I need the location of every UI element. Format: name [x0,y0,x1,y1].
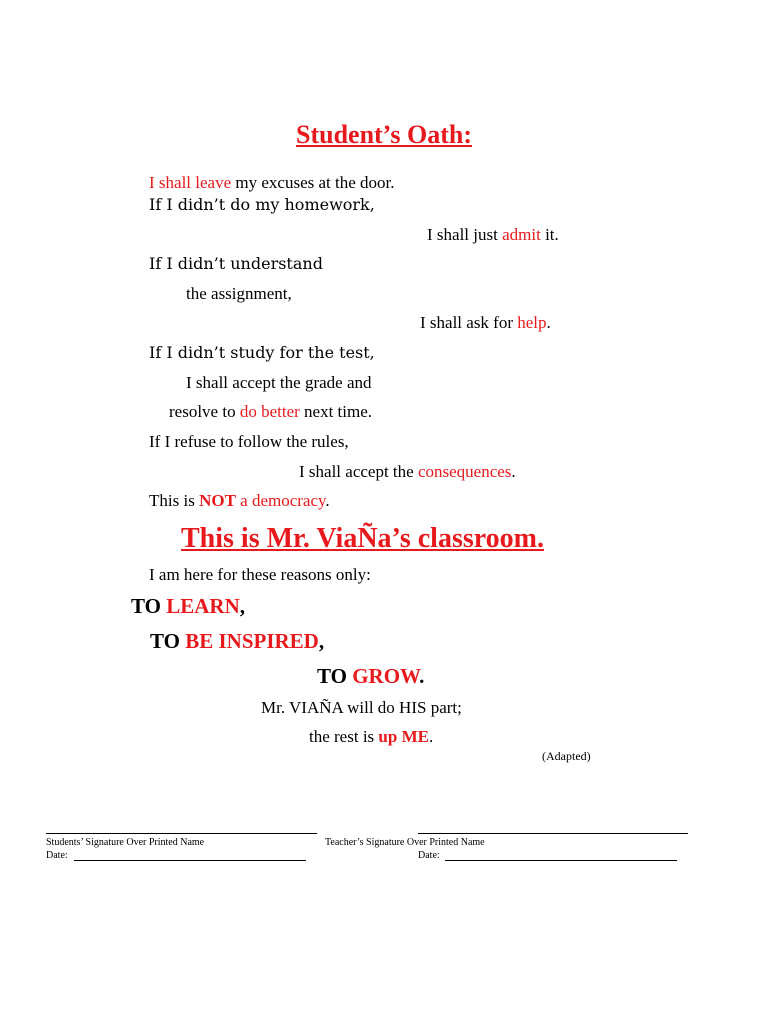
text: TO [317,664,353,688]
text: TO [150,629,186,653]
classroom-heading: This is Mr. ViaÑa’s classroom. [181,523,544,554]
reason-inspired [150,629,324,653]
text: TO [131,594,167,618]
reasons-intro: I am here for these reasons only: [149,565,371,584]
oath-line-5: the assignment, [186,284,292,303]
text: , [318,629,325,653]
highlight: I shall leave [149,173,232,192]
highlight: GROW [352,664,420,688]
text: , [239,594,245,618]
page-title: Student’s Oath: [295,120,472,149]
oath-line-10: If I refuse to follow the rules, [149,432,349,451]
text: next time. [299,402,373,421]
closing-line-2 [309,727,433,747]
text: . [511,462,516,481]
oath-line-6 [420,313,551,333]
highlight: BE INSPIRED [185,629,319,653]
text: I shall just [427,225,503,244]
text: resolve to [169,402,240,421]
teacher-signature-label: Teacher’s Signature Over Printed Name [325,837,485,848]
text: I shall accept the [299,462,418,481]
highlight: do better [239,402,300,421]
text: . [325,491,330,510]
highlight: a democracy [235,491,326,510]
oath-line-4: If I didn’t understand [149,254,323,273]
highlight-bold: NOT [199,491,236,510]
highlight: admit [502,225,541,244]
teacher-signature-line [418,833,688,834]
text: the rest is [309,727,379,746]
adapted-note: (Adapted) [542,749,591,763]
oath-line-8: I shall accept the grade and [186,373,372,392]
text: . [419,664,425,688]
student-date-line [74,860,306,861]
student-signature-label: Students’ Signature Over Printed Name [46,837,205,848]
oath-line-3 [427,225,559,245]
oath-line-7: If I didn’t study for the test, [149,343,375,362]
reason-learn [131,594,245,618]
oath-line-11 [299,462,516,482]
text: This is [149,491,200,510]
text: my excuses at the door. [231,173,395,192]
text: . [546,313,551,332]
teacher-date-label: Date: [418,850,440,861]
oath-line-1 [149,173,395,193]
oath-line-12 [149,491,330,511]
reason-grow [317,664,424,688]
highlight: help [517,313,547,332]
highlight-bold: up ME [378,727,429,746]
text: it. [540,225,559,244]
oath-line-2: If I didn’t do my homework, [149,195,375,214]
student-date-label: Date: [46,850,68,861]
student-signature-line [46,833,317,834]
oath-line-9 [169,402,372,422]
highlight: LEARN [166,594,240,618]
teacher-date-line [445,860,677,861]
highlight: consequences [417,462,512,481]
text: I shall ask for [420,313,518,332]
text: . [428,727,434,746]
closing-line-1: Mr. VIAÑA will do HIS part; [261,698,462,717]
